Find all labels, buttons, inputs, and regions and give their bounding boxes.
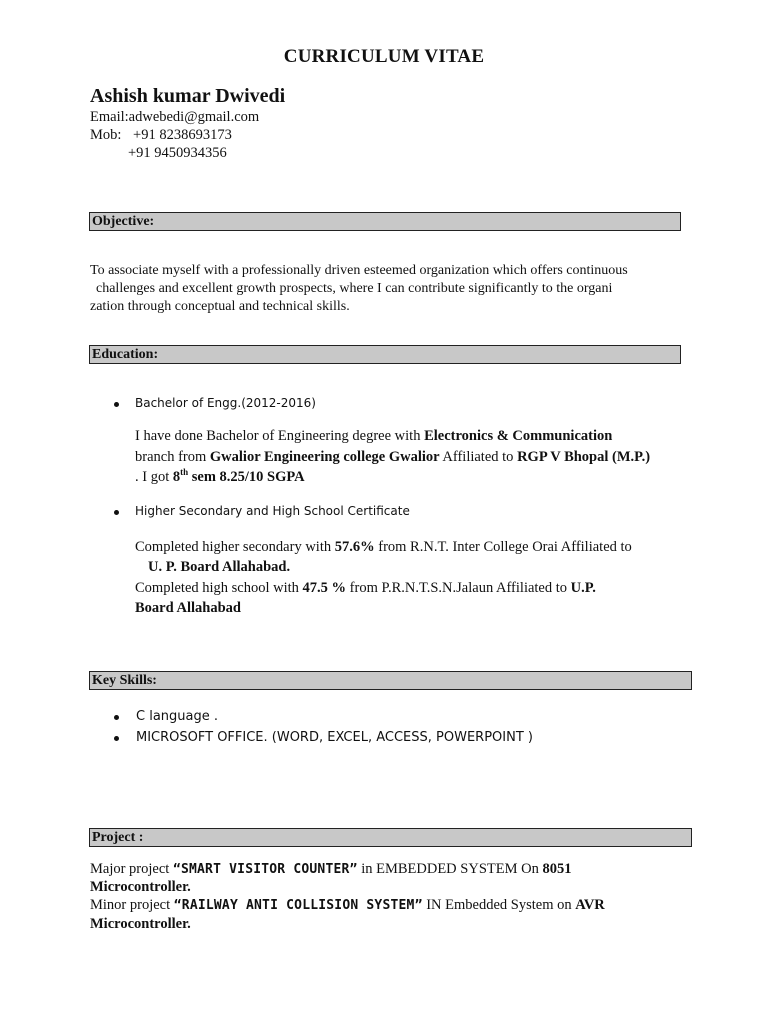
phone-number-1: +91 8238693173 xyxy=(133,127,232,143)
phone-line-1 xyxy=(90,127,232,144)
project-text: IN Embedded System on xyxy=(422,897,576,913)
school-text: Completed higher secondary with xyxy=(135,539,335,555)
minor-project-title: “RAILWAY ANTI COLLISION SYSTEM” xyxy=(173,898,423,913)
degree-text: I have done Bachelor of Engineering degree with xyxy=(135,428,425,444)
project-text: Minor project xyxy=(90,897,174,913)
degree-title: Bachelor of Engg.(2012-2016) xyxy=(135,396,316,410)
project-text: in EMBEDDED SYSTEM On xyxy=(357,861,543,877)
bullet-icon xyxy=(114,736,119,741)
college-name: Gwalior Engineering college Gwalior xyxy=(209,449,440,465)
minor-project-line xyxy=(90,897,605,914)
degree-text: . I got xyxy=(135,469,173,485)
major-project-title: “SMART VISITOR COUNTER” xyxy=(172,862,358,877)
degree-line-1 xyxy=(135,428,612,445)
bullet-icon xyxy=(114,715,119,720)
school-line-2 xyxy=(148,559,290,576)
branch-name: Electronics & Communication xyxy=(424,428,613,444)
degree-line-2 xyxy=(135,449,650,466)
board-name: U.P. xyxy=(570,580,596,596)
school-line-3 xyxy=(135,580,596,597)
minor-project-line-2 xyxy=(90,916,191,933)
document-title: CURRICULUM VITAE xyxy=(283,46,485,67)
school-line-1 xyxy=(135,539,632,556)
skill-item: MICROSOFT OFFICE. (WORD, EXCEL, ACCESS, POWERPOINT ) xyxy=(136,730,533,745)
mob-label: Mob: xyxy=(90,127,122,143)
semester-suffix: th xyxy=(180,467,189,477)
degree-text: branch from xyxy=(135,449,210,465)
sgpa-value: sem 8.25/10 SGPA xyxy=(188,469,305,485)
project-text: Microcontroller. xyxy=(90,879,191,895)
semester-number: 8 xyxy=(172,469,181,485)
bullet-icon xyxy=(114,510,119,515)
ssc-percentage: 47.5 % xyxy=(302,580,347,596)
board-name: U. P. Board Allahabad. xyxy=(148,559,291,575)
skill-item: C language . xyxy=(136,709,218,724)
school-text: from R.N.T. Inter College Orai Affiliated to xyxy=(374,539,632,555)
major-project-line xyxy=(90,861,571,878)
skills-heading: Key Skills: xyxy=(89,671,692,690)
bullet-icon xyxy=(114,402,119,407)
school-text: Completed high school with xyxy=(135,580,303,596)
hsc-percentage: 57.6% xyxy=(334,539,375,555)
email-line: Email:adwebedi@gmail.com xyxy=(90,109,260,125)
project-text: Microcontroller. xyxy=(90,916,191,932)
major-project-line-2 xyxy=(90,879,191,896)
project-text: Major project xyxy=(90,861,173,877)
project-heading: Project : xyxy=(89,828,692,847)
university-name: RGP V Bhopal (M.P.) xyxy=(517,449,651,465)
objective-line-1: To associate myself with a professionally driven esteemed organization which offers continuous xyxy=(90,263,628,278)
objective-line-2: challenges and excellent growth prospects, where I can contribute significantly to the organi xyxy=(96,281,613,296)
microcontroller-name: AVR xyxy=(575,897,605,913)
school-line-4 xyxy=(135,600,241,617)
school-text: from P.R.N.T.S.N.Jalaun Affiliated to xyxy=(346,580,571,596)
degree-text: Affiliated to xyxy=(439,449,518,465)
microcontroller-name: 8051 xyxy=(542,861,572,877)
school-title: Higher Secondary and High School Certificate xyxy=(135,504,410,518)
phone-number-2: +91 9450934356 xyxy=(128,145,227,161)
person-name: Ashish kumar Dwivedi xyxy=(90,85,286,107)
board-name: Board Allahabad xyxy=(135,600,241,616)
objective-heading: Objective: xyxy=(89,212,681,231)
objective-line-3: zation through conceptual and technical skills. xyxy=(90,299,350,314)
degree-line-3 xyxy=(135,469,305,486)
education-heading: Education: xyxy=(89,345,681,364)
